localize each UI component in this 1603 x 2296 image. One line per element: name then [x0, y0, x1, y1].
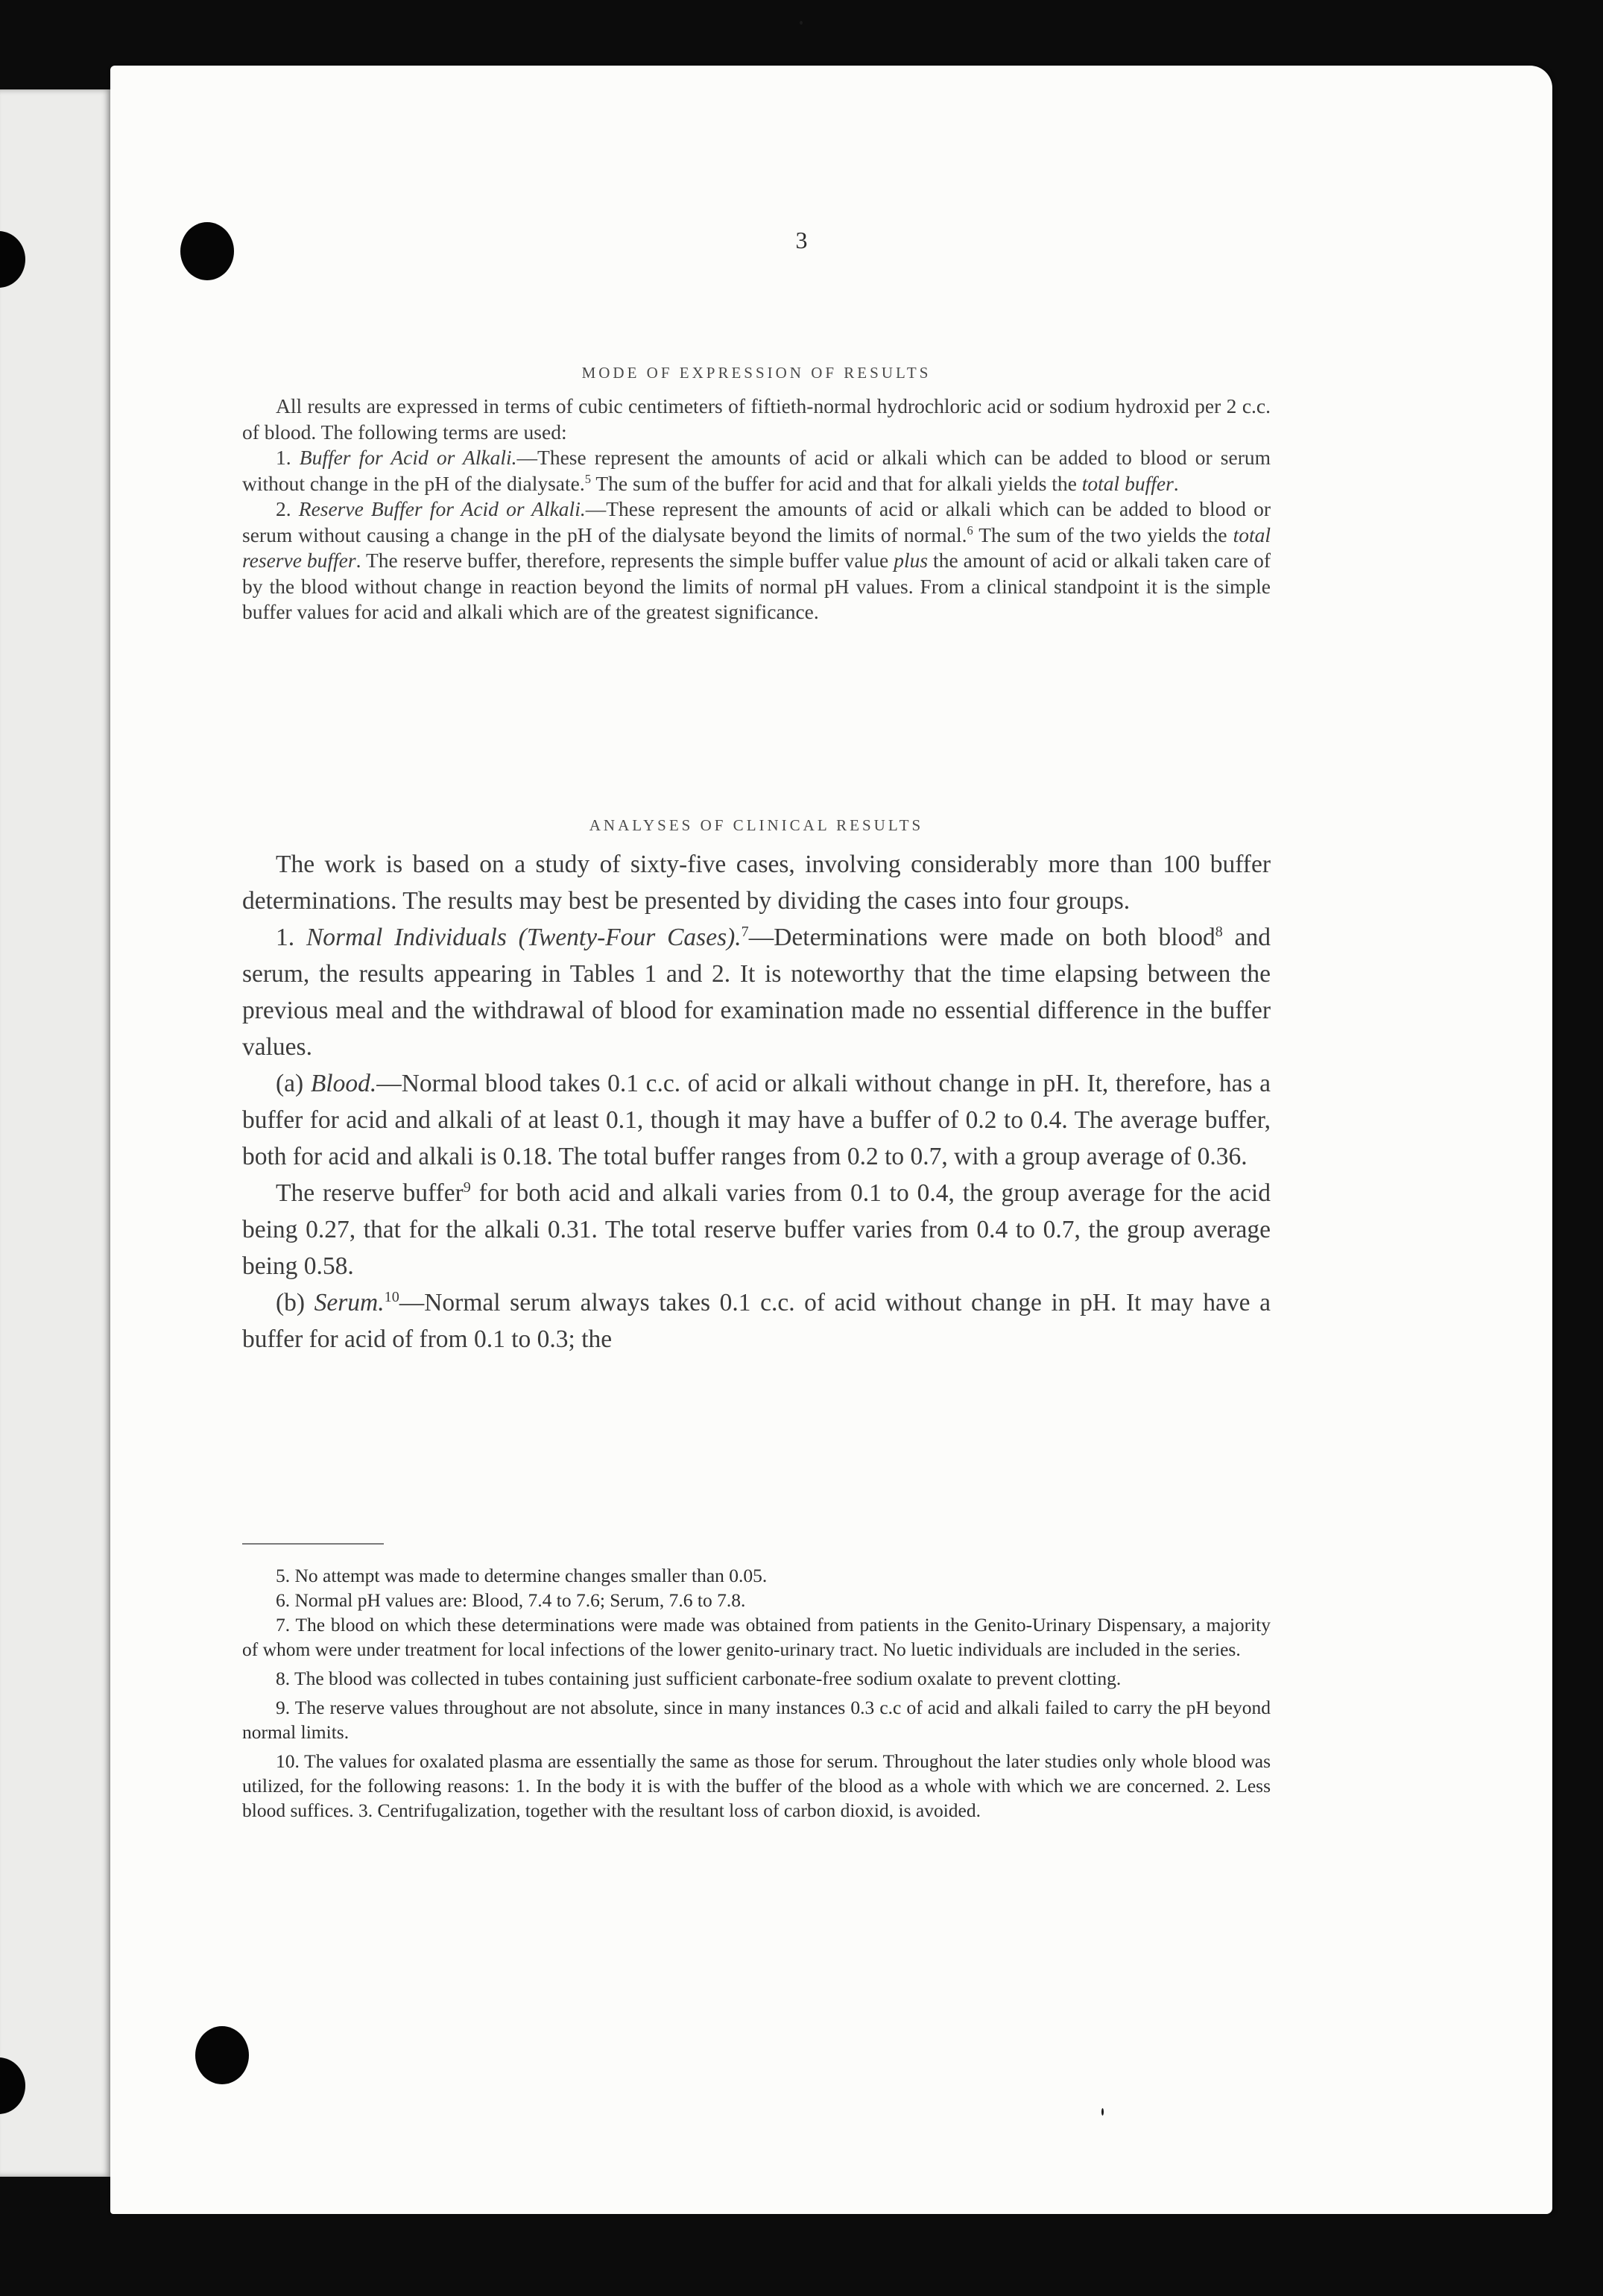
footnote-6: 6. Normal pH values are: Blood, 7.4 to 7.6; Serum, 7.6 to 7.8.	[276, 1589, 746, 1611]
section-heading-mode-of-expression: MODE OF EXPRESSION OF RESULTS	[581, 364, 932, 382]
section-heading-analyses: ANALYSES OF CLINICAL RESULTS	[589, 816, 924, 834]
definition-buffer: 1. Buffer for Acid or Alkali.—These represent the amounts of acid or alkali which can be added to blood or serum without change in the pH of the dialysate.$^5$ The sum of the buffer for acid and that for alkali yields the total buffer.	[242, 446, 1271, 495]
section-analyses	[242, 846, 1271, 1357]
footnotes	[242, 1563, 1271, 1823]
intro-paragraph: All results are expressed in terms of cubic centimeters of fiftieth-normal hydrochloric acid or sodium hydroxid per 2 c.c. of blood. The following terms are used:	[242, 394, 1271, 444]
page-number: 3	[795, 227, 808, 253]
footnote-rule-wrap	[242, 1543, 1271, 1545]
footnote-5: 5. No attempt was made to determine changes smaller than 0.05.	[276, 1565, 768, 1586]
footnote-8: 8. The blood was collected in tubes containing just sufficient carbonate-free sodium oxalate to prevent clotting.	[276, 1668, 1122, 1689]
footnote-9: 9. The reserve values throughout are not absolute, since in many instances 0.3 c.c of acid and alkali failed to carry the pH beyond normal limits.	[242, 1697, 1271, 1743]
dust-speck	[800, 21, 803, 25]
pencil-mark	[1101, 2108, 1104, 2116]
serum-paragraph: (b) Serum.$^{10}$—Normal serum always takes 0.1 c.c. of acid without change in pH. It may have a buffer for acid of from 0.1 to 0.3; the	[242, 1288, 1271, 1353]
facing-page-edge	[0, 89, 112, 2177]
normal-individuals-paragraph: 1. Normal Individuals (Twenty-Four Cases).$^7$—Determinations were made on both blood$^8$ and serum, the results appearing in Tables 1 and 2. It is noteworthy that the time elapsing between the previous meal and the withdrawal of blood for examination made no essential difference in the buffer values.	[242, 923, 1271, 1061]
reserve-buffer-paragraph: The reserve buffer$^9$ for both acid and alkali varies from 0.1 to 0.4, the group average for the acid being 0.27, that for the alkali 0.31. The total reserve buffer varies from 0.4 to 0.7, the group average being 0.58.	[242, 1179, 1271, 1280]
section-mode-of-expression	[242, 394, 1271, 625]
binder-hole-bottom	[195, 2026, 249, 2084]
definition-reserve-buffer: 2. Reserve Buffer for Acid or Alkali.—These represent the amounts of acid or alkali which can be added to blood or serum without causing a change in the pH of the dialysate beyond the limits of normal.$^6$ The sum of the two yields the total reserve buffer. The reserve buffer, therefore, represents the simple buffer value plus the amount of acid or alkali taken care of by the blood without change in reaction beyond the limits of normal pH values. From a clinical standpoint it is the simple buffer values for acid and alkali which are of the greatest significance.	[242, 497, 1271, 623]
analyses-intro-paragraph: The work is based on a study of sixty-five cases, involving considerably more than 100 buffer determinations. The results may best be presented by dividing the cases into four groups.	[242, 851, 1271, 915]
binder-hole-left-bottom	[0, 2057, 25, 2114]
blood-paragraph: (a) Blood.—Normal blood takes 0.1 c.c. of acid or alkali without change in pH. It, therefore, has a buffer for acid and alkali of at least 0.1, though it may have a buffer of 0.2 to 0.4. The average buffer, both for acid and alkali is 0.18. The total buffer ranges from 0.2 to 0.7, with a group average of 0.36.	[242, 1070, 1271, 1170]
footnote-10: 10. The values for oxalated plasma are essentially the same as those for serum. Throughout the later studies only whole blood was utilized, for the following reasons: 1. In the body it is with the buffer of the blood as a whole with which we are concerned. 2. Less blood suffices. 3. Centrifugalization, together with the resultant loss of carbon dioxid, is avoided.	[242, 1750, 1271, 1821]
footnote-rule	[242, 1543, 384, 1545]
footnote-7: 7. The blood on which these determinations were made was obtained from patients in the Genito-Urinary Dispensary, a majority of whom were under treatment for local infections of the lower genito-urinary tract. No luetic individuals are included in the series.	[242, 1614, 1271, 1660]
